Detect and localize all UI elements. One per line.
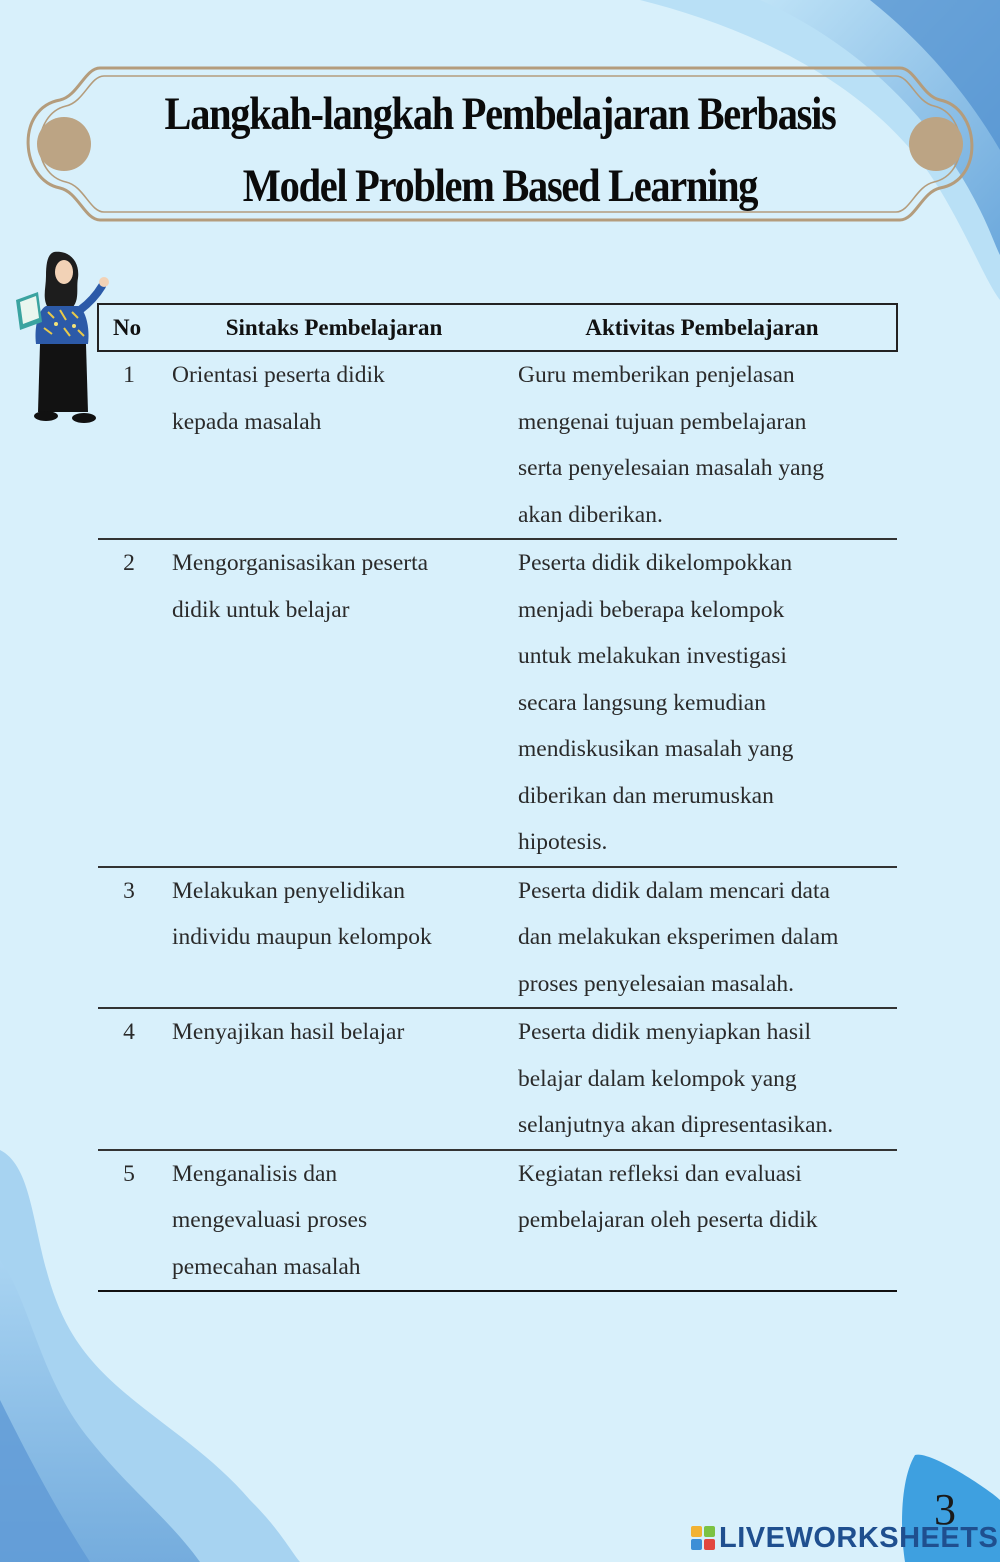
row-number: 5 — [98, 1150, 160, 1292]
sintaks-line: kepada masalah — [172, 408, 322, 435]
sintaks-cell — [160, 867, 508, 1009]
table-row — [98, 1150, 897, 1292]
aktivitas-cell — [508, 539, 897, 867]
sintaks-cell — [160, 539, 508, 867]
aktivitas-line: selanjutnya akan dipresentasikan. — [518, 1112, 834, 1138]
aktivitas-line: dan melakukan eksperimen dalam — [518, 924, 839, 950]
aktivitas-line: Peserta didik menyiapkan hasil — [518, 1019, 812, 1045]
aktivitas-line: mengenai tujuan pembelajaran — [518, 408, 807, 435]
aktivitas-cell — [508, 351, 897, 539]
aktivitas-line: mendiskusikan masalah yang — [518, 736, 794, 762]
sintaks-cell — [160, 351, 508, 539]
table-row — [98, 539, 897, 867]
liveworksheets-text: LIVEWORKSHEETS — [719, 1521, 999, 1554]
sintaks-line: individu maupun kelompok — [172, 924, 432, 950]
header-sintaks: Sintaks Pembelajaran — [160, 304, 508, 351]
page-number: 3 — [934, 1485, 956, 1534]
table — [97, 303, 898, 1292]
aktivitas-cell — [508, 867, 897, 1009]
aktivitas-line: Peserta didik dikelompokkan — [518, 550, 793, 576]
left-ornament-circle — [37, 117, 91, 171]
sintaks-line: Mengorganisasikan peserta — [172, 550, 429, 576]
aktivitas-cell — [508, 1008, 897, 1150]
aktivitas-line: menjadi beberapa kelompok — [518, 596, 785, 623]
sintaks-line: pemecahan masalah — [172, 1253, 361, 1280]
right-ornament-circle — [909, 117, 963, 171]
row-number: 4 — [98, 1008, 160, 1150]
aktivitas-line: belajar dalam kelompok yang — [518, 1065, 797, 1092]
title-line-2: Model Problem Based Learning — [242, 160, 758, 212]
sintaks-line: didik untuk belajar — [172, 596, 350, 623]
aktivitas-line: pembelajaran oleh peserta didik — [518, 1207, 818, 1233]
row-number: 3 — [98, 867, 160, 1009]
title-line-1: Langkah-langkah Pembelajaran Berbasis — [164, 88, 836, 140]
aktivitas-cell — [508, 1150, 897, 1292]
sintaks-line: Melakukan penyelidikan — [172, 877, 405, 904]
row-number: 1 — [98, 351, 160, 539]
liveworksheets-watermark[interactable] — [691, 1521, 998, 1555]
table-row — [98, 1008, 897, 1150]
sintaks-line: Menganalisis dan — [172, 1160, 338, 1187]
row-number: 2 — [98, 539, 160, 867]
aktivitas-line: untuk melakukan investigasi — [518, 643, 787, 669]
aktivitas-line: hipotesis. — [518, 829, 608, 855]
liveworksheets-logo-icon — [691, 1526, 715, 1550]
aktivitas-line: serta penyelesaian masalah yang — [518, 455, 825, 481]
aktivitas-line: akan diberikan. — [518, 501, 663, 528]
aktivitas-line: Kegiatan refleksi dan evaluasi — [518, 1160, 802, 1187]
aktivitas-line: secara langsung kemudian — [518, 689, 766, 716]
sintaks-line: mengevaluasi proses — [172, 1207, 368, 1233]
sintaks-cell — [160, 1008, 508, 1150]
table-row — [98, 867, 897, 1009]
sintaks-cell — [160, 1150, 508, 1292]
page-title — [139, 78, 861, 222]
aktivitas-line: proses penyelesaian masalah. — [518, 970, 795, 997]
header-no: No — [98, 304, 160, 351]
table-row — [98, 351, 897, 539]
aktivitas-line: Guru memberikan penjelasan — [518, 362, 795, 388]
aktivitas-line: Peserta didik dalam mencari data — [518, 877, 830, 904]
pbl-steps-table — [97, 303, 898, 1292]
header-aktivitas: Aktivitas Pembelajaran — [508, 304, 897, 351]
table-header-row — [98, 304, 897, 351]
aktivitas-line: diberikan dan merumuskan — [518, 782, 774, 809]
sintaks-line: Orientasi peserta didik — [172, 362, 385, 388]
sintaks-line: Menyajikan hasil belajar — [172, 1019, 405, 1045]
